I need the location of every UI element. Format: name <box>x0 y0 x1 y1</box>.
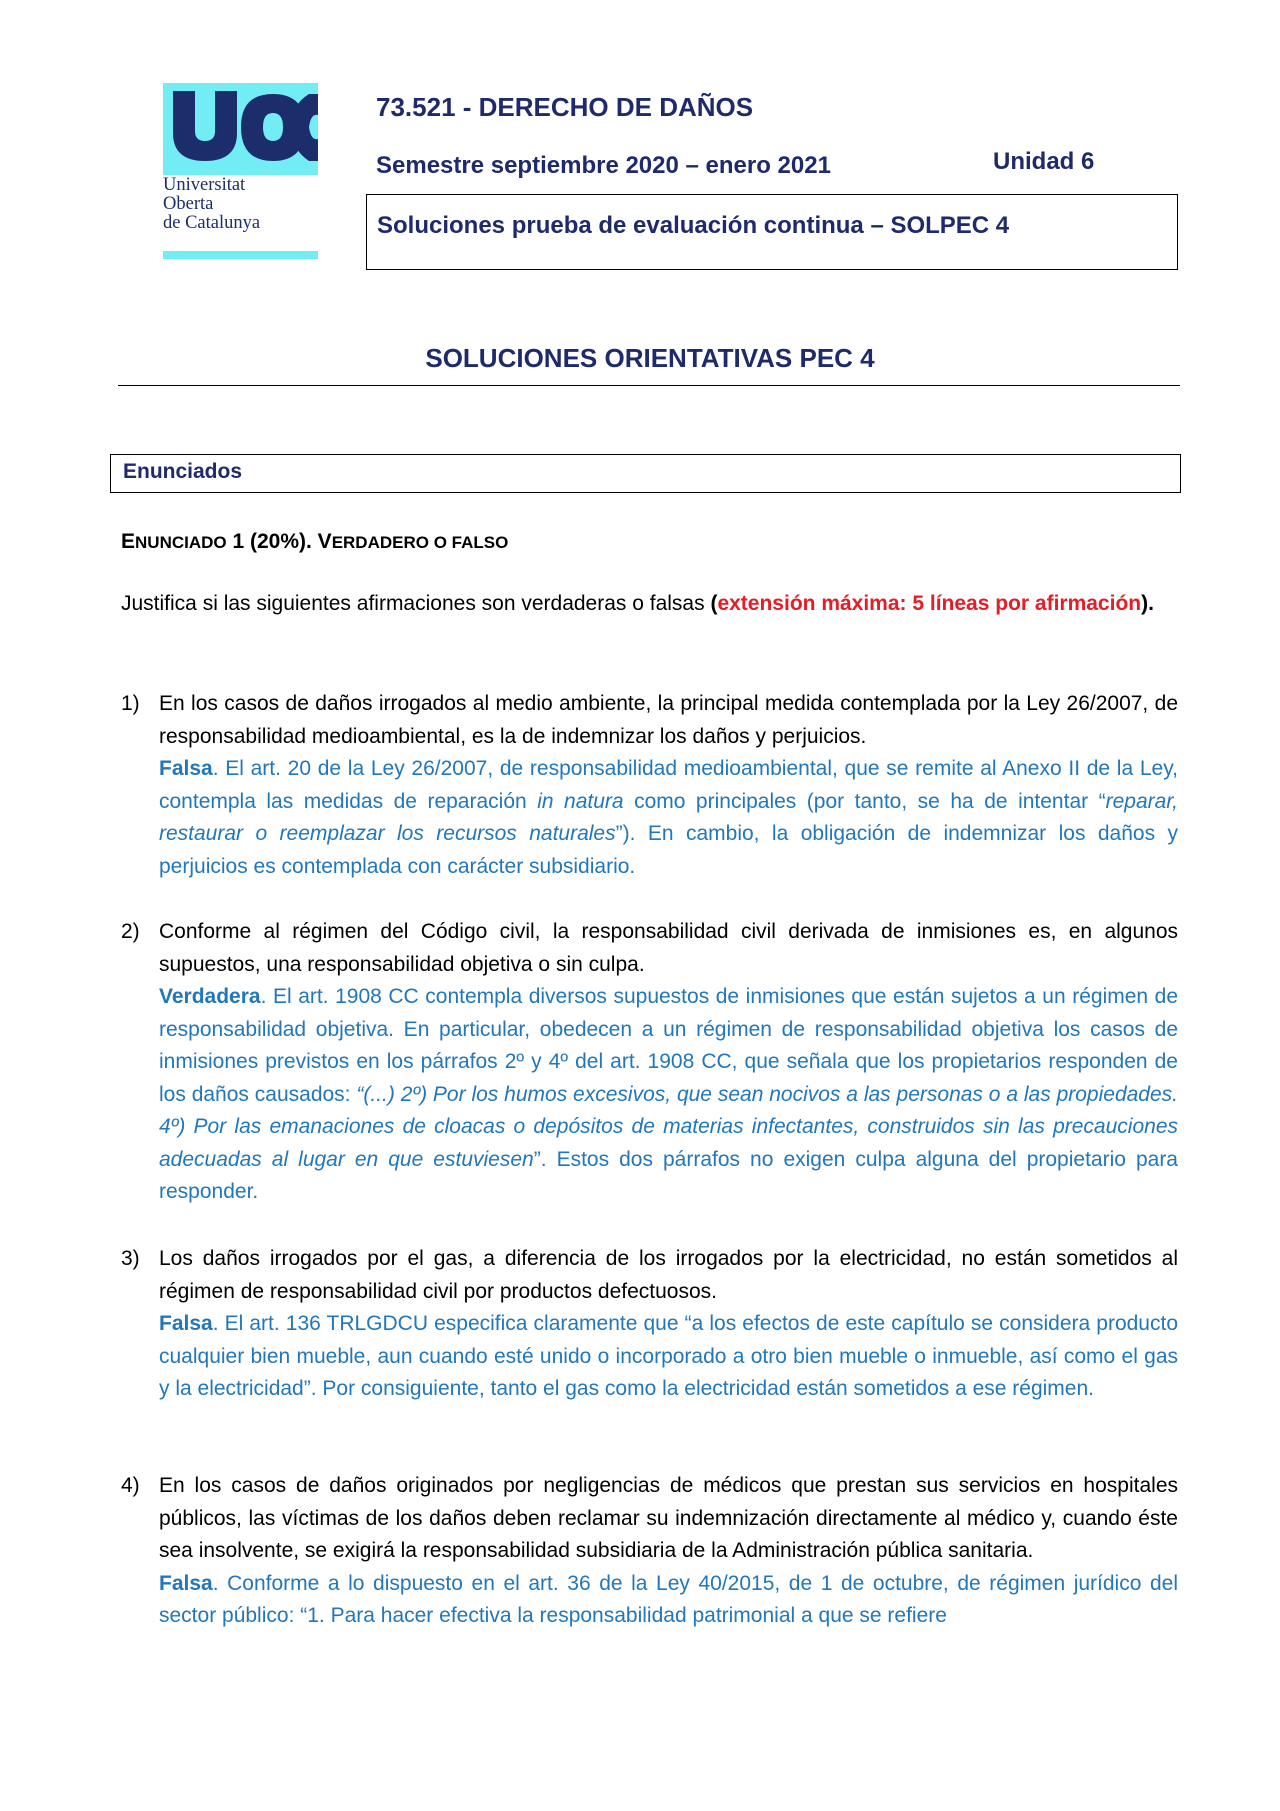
section-box <box>110 454 1181 493</box>
enunciado-e-rest: NUNCIADO <box>135 533 227 552</box>
answer-text-2: como principales (por tanto, se ha de intentar “ <box>623 789 1106 813</box>
logo-line-1: Universitat <box>163 175 246 195</box>
semester: Semestre septiembre 2020 – enero 2021 <box>376 152 831 179</box>
answer-verdict: Falsa <box>159 1571 213 1595</box>
answer-text-2: ”. Estos dos párrafos no exigen culpa alguna del propietario para responder. <box>159 1147 1178 1203</box>
logo-line-3: de Catalunya <box>163 213 261 233</box>
instructions <box>121 588 1178 621</box>
statement-number: 1) <box>121 692 140 715</box>
course-code: 73.521 - DERECHO DE DAÑOS <box>376 92 754 122</box>
answer-verdict: Falsa <box>159 1312 213 1335</box>
statement-text: Conforme al régimen del Código civil, la responsabilidad civil derivada de inmisiones es, en algunos supuestos, una responsabilidad objetiva o sin culpa. <box>159 920 1178 976</box>
instructions-close: ). <box>1141 592 1154 615</box>
statement-answer <box>159 981 1178 1209</box>
statement-answer <box>159 753 1178 883</box>
page-title: SOLUCIONES ORIENTATIVAS PEC 4 <box>425 343 875 373</box>
statement-number: 3) <box>121 1247 140 1270</box>
uoc-logo-mark <box>171 91 318 163</box>
answer-italic-2: reparar, restaurar o reemplazar los recursos naturales <box>159 789 1178 845</box>
statement-text: Los daños irrogados por el gas, a diferencia de los irrogados por la electricidad, no están sometidos al régimen de responsabilidad civil por productos defectuosos. <box>159 1247 1178 1303</box>
instructions-limit: extensión máxima: 5 líneas por afirmación <box>717 592 1142 615</box>
unit-label: Unidad 6 <box>993 148 1095 175</box>
enunciado-v-rest: ERDADERO O FALSO <box>331 533 509 552</box>
instructions-open: ( <box>710 592 718 615</box>
enunciado-v-cap: V <box>317 530 332 553</box>
statement-answer <box>159 1568 1178 1633</box>
answer-text-1: . Conforme a lo dispuesto en el art. 36 de la Ley 40/2015, de 1 de octubre, de régimen jurídico del sector público: “1. Para hacer efectiva la responsabilidad patrimonial a que se refiere <box>159 1571 1178 1627</box>
answer-text-1: . El art. 136 TRLGDCU especifica claramente que “a los efectos de este capítulo se considera producto cualquier bien mueble, aun cuando esté unido o incorporado a otro bien mueble o inmueble, así como el gas y la electricidad”. Por consiguiente, tanto el gas como la electricidad están sometidos a ese régimen. <box>159 1312 1178 1400</box>
enunciado-heading <box>121 530 508 554</box>
solutions-box <box>366 194 1178 270</box>
section-box-label: Enunciados <box>123 460 243 483</box>
statement-number: 2) <box>121 920 140 943</box>
logo-line-2: Oberta <box>163 194 214 214</box>
logo-university-name <box>163 176 323 233</box>
statement-text: En los casos de daños originados por negligencias de médicos que prestan sus servicios en hospitales públicos, las víctimas de los daños deben reclamar su indemnización directamente al médico y, cuando éste sea insolvente, se exigirá la responsabilidad subsidiaria de la Administración pública sanitaria. <box>159 1474 1178 1562</box>
logo-cyan-bar <box>163 251 318 259</box>
uoc-logo <box>163 83 318 259</box>
instructions-text: Justifica si las siguientes afirmaciones son verdaderas o falsas <box>121 592 711 615</box>
answer-text-3: ”). En cambio, la obligación de indemnizar los daños y perjuicios es contemplada con carácter subsidiario. <box>159 822 1178 878</box>
statement-3 <box>121 1243 1178 1406</box>
answer-verdict: Verdadera <box>159 985 261 1008</box>
statement-4 <box>121 1470 1178 1633</box>
statement-text: En los casos de daños irrogados al medio ambiente, la principal medida contemplada por la Ley 26/2007, de responsabilidad medioambiental, es la de indemnizar los daños y perjuicios. <box>159 692 1178 748</box>
enunciado-e-cap: E <box>121 530 136 553</box>
answer-text-1: . El art. 1908 CC contempla diversos supuestos de inmisiones que están sujetos a un régimen de responsabilidad objetiva. En particular, obedecen a un régimen de responsabilidad objetiva los casos de inmisiones previstos en los párrafos 2º y 4º del art. 1908 CC, que señala que los propietarios responden de los daños causados: <box>159 985 1178 1106</box>
answer-italic-1: in natura <box>537 789 624 813</box>
statement-1 <box>121 688 1178 883</box>
solutions-box-label: Soluciones prueba de evaluación continua – SOLPEC 4 <box>377 212 1010 239</box>
answer-verdict: Falsa <box>159 757 213 780</box>
statement-number: 4) <box>121 1474 140 1497</box>
answer-italic-1: “(...) 2º) Por los humos excesivos, que sean nocivos a las personas o a las propiedades. 4º) Por las emanaciones de cloacas o depósitos de materias infectantes, construidos sin las precauciones adecuadas al lugar en que estuviesen <box>159 1082 1178 1171</box>
statement-2 <box>121 916 1178 1209</box>
title-divider <box>118 385 1180 386</box>
statement-answer <box>159 1308 1178 1406</box>
enunciado-middle: 1 (20%). <box>226 530 318 553</box>
answer-text-1: . El art. 20 de la Ley 26/2007, de responsabilidad medioambiental, que se remite al Anexo II de la Ley, contempla las medidas de reparación <box>159 757 1178 813</box>
